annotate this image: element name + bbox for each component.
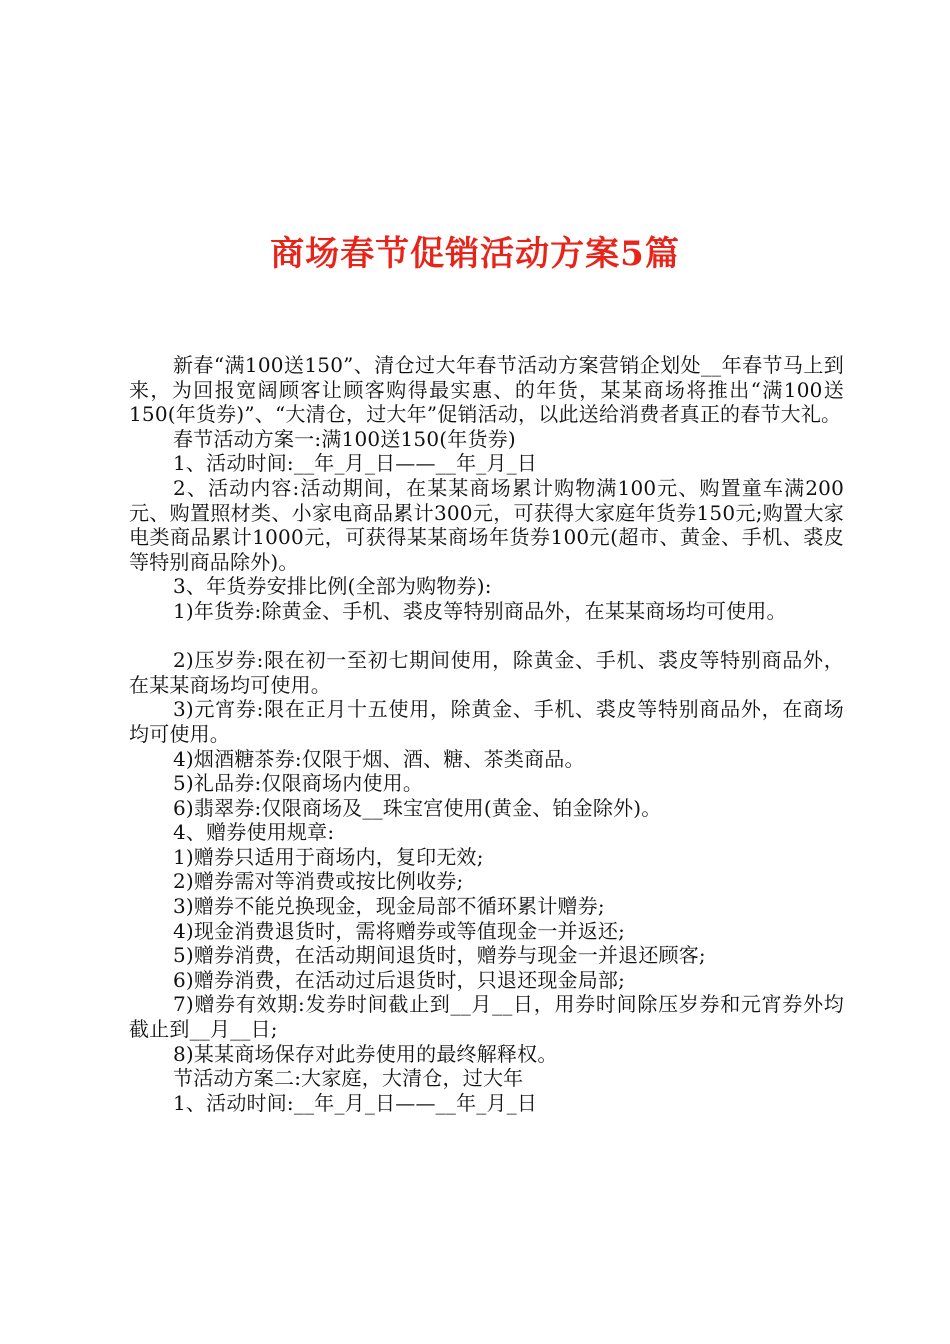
paragraph-plan-two-heading: 节活动方案二:大家庭，大清仓，过大年 xyxy=(173,1066,524,1091)
paragraph-activity-time: 1、活动时间:__年_月_日——__年_月_日 xyxy=(173,451,538,476)
paragraph-plan-two-time: 1、活动时间:__年_月_日——__年_月_日 xyxy=(173,1090,538,1115)
document-body xyxy=(129,353,844,1115)
paragraph-voucher-newyear: 1)年货券:除黄金、手机、裘皮等特别商品外，在某某商场均可使用。 xyxy=(173,598,787,623)
paragraph-rule-8: 8)某某商场保存对此券使用的最终解释权。 xyxy=(173,1041,558,1066)
document-title: 商场春节促销活动方案5篇 xyxy=(270,233,680,274)
paragraph-voucher-ratio: 3、年货券安排比例(全部为购物券): xyxy=(173,574,492,599)
paragraph-rule-6: 6)赠券消费，在活动过后退货时，只退还现金局部; xyxy=(173,967,626,992)
paragraph-rule-1: 1)赠券只适用于商场内，复印无效; xyxy=(173,844,484,869)
paragraph-voucher-gift: 5)礼品券:仅限商场内使用。 xyxy=(173,771,424,796)
paragraph-rule-2: 2)赠券需对等消费或按比例收券; xyxy=(173,869,464,894)
paragraph-rule-4: 4)现金消费退货时，需将赠券或等值现金一并返还; xyxy=(173,918,626,943)
paragraph-activity-content: 2、活动内容:活动期间，在某某商场累计购物满100元、购置童车满200元、购置照材类、小家电商品累计300元，可获得大家庭年货券150元;购置大家电类商品累计1000元，可获得某某商场年货券100元(超市、黄金、手机、裘皮等特别商品除外)。 xyxy=(129,475,844,574)
paragraph-rules-heading: 4、赠券使用规章: xyxy=(173,820,335,845)
paragraph-rule-7: 7)赠券有效期:发券时间截止到__月__日，用券时间除压岁券和元宵券外均截止到__月__日; xyxy=(129,992,844,1042)
paragraph-voucher-tobacco: 4)烟酒糖茶券:仅限于烟、酒、糖、茶类商品。 xyxy=(173,746,585,771)
paragraph-rule-5: 5)赠券消费，在活动期间退货时，赠券与现金一并退还顾客; xyxy=(173,943,706,968)
paragraph-voucher-lucky-money: 2)压岁券:限在初一至初七期间使用，除黄金、手机、裘皮等特别商品外，在某某商场均可使用。 xyxy=(129,648,844,697)
paragraph-intro: 新春“满100送150”、清仓过大年春节活动方案营销企划处__年春节马上到来，为回报宽阔顾客让顾客购得最实惠、的年货，某某商场将推出“满100送150(年货券)”、“大清仓，过大年”促销活动，以此送给消费者真正的春节大礼。 xyxy=(129,353,844,427)
paragraph-voucher-jade: 6)翡翠券:仅限商场及__珠宝宫使用(黄金、铂金除外)。 xyxy=(173,795,662,820)
paragraph-plan-one-heading: 春节活动方案一:满100送150(年货券) xyxy=(173,426,516,451)
paragraph-voucher-lantern: 3)元宵券:限在正月十五使用，除黄金、手机、裘皮等特别商品外，在商场均可使用。 xyxy=(129,697,844,746)
paragraph-rule-3: 3)赠券不能兑换现金，现金局部不循环累计赠券; xyxy=(173,894,605,919)
